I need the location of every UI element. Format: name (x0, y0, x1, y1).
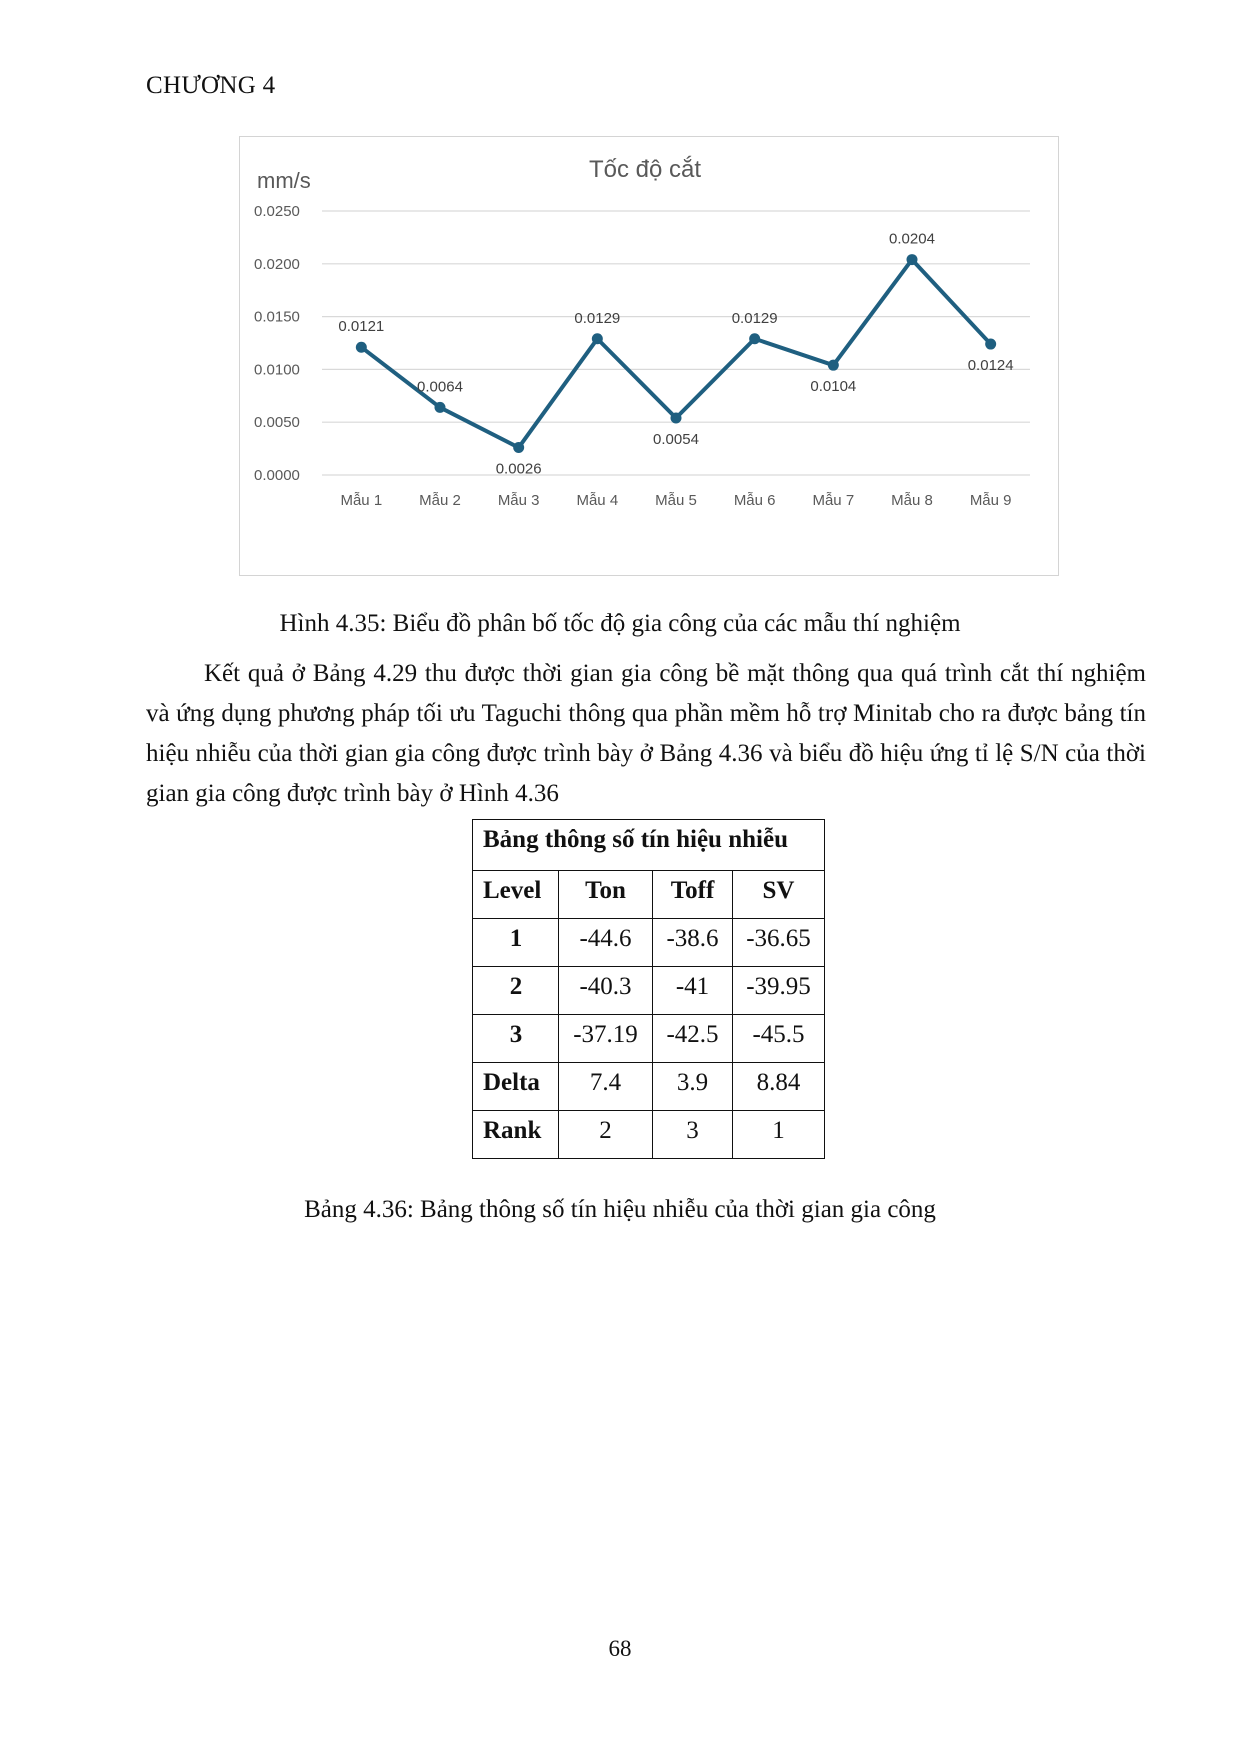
data-labels (338, 231, 1013, 478)
x-tick-label: Mẫu 1 (340, 492, 383, 509)
header-level: Level (473, 871, 559, 919)
series (356, 254, 996, 453)
header-ton: Ton (559, 871, 653, 919)
data-label: 0.0121 (338, 318, 385, 336)
row-label: 2 (473, 967, 559, 1015)
x-tick-labels (340, 492, 1011, 509)
x-tick-label: Mẫu 7 (812, 492, 855, 509)
data-point (513, 442, 524, 453)
data-label: 0.0054 (653, 430, 699, 448)
table-title: Bảng thông số tín hiệu nhiễu (473, 820, 825, 871)
table-row (473, 967, 825, 1015)
table-cell: -36.65 (733, 919, 825, 967)
data-label: 0.0129 (574, 309, 621, 327)
table-cell: -39.95 (733, 967, 825, 1015)
x-tick-label: Mẫu 5 (655, 492, 697, 509)
data-point (356, 342, 367, 353)
y-tick-labels (254, 203, 300, 484)
y-tick-label: 0.0250 (254, 203, 300, 220)
data-label: 0.0204 (889, 230, 935, 248)
y-axis-label: mm/s (257, 168, 311, 193)
x-tick-label: Mẫu 4 (576, 492, 619, 509)
row-label: Rank (473, 1111, 559, 1159)
row-label: 1 (473, 919, 559, 967)
data-label: 0.0026 (495, 460, 542, 478)
y-tick-label: 0.0050 (254, 414, 300, 432)
data-label: 0.0104 (810, 378, 857, 396)
table-cell: -38.6 (653, 919, 733, 967)
data-point (592, 333, 603, 344)
data-label: 0.0124 (967, 357, 1014, 375)
table-cell: 1 (733, 1111, 825, 1159)
data-label: 0.0064 (417, 378, 463, 396)
data-point (907, 254, 918, 265)
table-cell: -44.6 (559, 919, 653, 967)
table-cell: 3.9 (653, 1063, 733, 1111)
speed-chart (239, 136, 1059, 576)
data-label: 0.0129 (731, 309, 778, 327)
row-label: 3 (473, 1015, 559, 1063)
line-chart-svg (240, 137, 1058, 575)
table-cell: 7.4 (559, 1063, 653, 1111)
table-caption: Bảng 4.36: Bảng thông số tín hiệu nhiễu của thời gian gia công (304, 1196, 936, 1223)
data-point (828, 360, 839, 371)
sn-table (472, 819, 825, 1159)
table-row (473, 1111, 825, 1159)
table-cell: 8.84 (733, 1063, 825, 1111)
y-tick-label: 0.0200 (254, 255, 300, 273)
y-tick-label: 0.0150 (254, 308, 300, 326)
table-cell: -41 (653, 967, 733, 1015)
table-cell: -45.5 (733, 1015, 825, 1063)
x-tick-label: Mẫu 2 (419, 492, 461, 509)
data-point (749, 333, 760, 344)
table-cell: 3 (653, 1111, 733, 1159)
page-number: 68 (608, 1636, 632, 1661)
table-cell: -40.3 (559, 967, 653, 1015)
y-tick-label: 0.0000 (254, 467, 300, 484)
chapter-header: CHƯƠNG 4 (146, 72, 276, 99)
body-paragraph: Kết quả ở Bảng 4.29 thu được thời gian gia công bề mặt thông qua quá trình cắt thí nghiệm và ứng dụng phương pháp tối ưu Taguchi thông qua phần mềm hỗ trợ Minitab cho ra được bảng tín hiệu nhiễu của thời gian gia công được trình bày ở Bảng 4.36 và biểu đồ hiệu ứng tỉ lệ S/N của thời gian gia công được trình bày ở Hình 4.36 (146, 660, 1146, 807)
data-point (985, 339, 996, 350)
data-point (671, 412, 682, 423)
figure-caption: Hình 4.35: Biểu đồ phân bố tốc độ gia công của các mẫu thí nghiệm (279, 610, 961, 637)
header-toff: Toff (653, 871, 733, 919)
table-row (473, 1015, 825, 1063)
data-point (435, 402, 446, 413)
x-tick-label: Mẫu 8 (891, 492, 933, 509)
table-cell: -37.19 (559, 1015, 653, 1063)
table-row (473, 919, 825, 967)
table-cell: -42.5 (653, 1015, 733, 1063)
row-label: Delta (473, 1063, 559, 1111)
table-cell: 2 (559, 1111, 653, 1159)
x-tick-label: Mẫu 6 (733, 492, 776, 509)
x-tick-label: Mẫu 3 (497, 492, 540, 509)
header-sv: SV (733, 871, 825, 919)
table-header-row (473, 871, 825, 919)
y-tick-label: 0.0100 (254, 361, 300, 379)
chart-title: Tốc độ cắt (588, 156, 702, 183)
table-row (473, 1063, 825, 1111)
x-tick-label: Mẫu 9 (969, 492, 1012, 509)
